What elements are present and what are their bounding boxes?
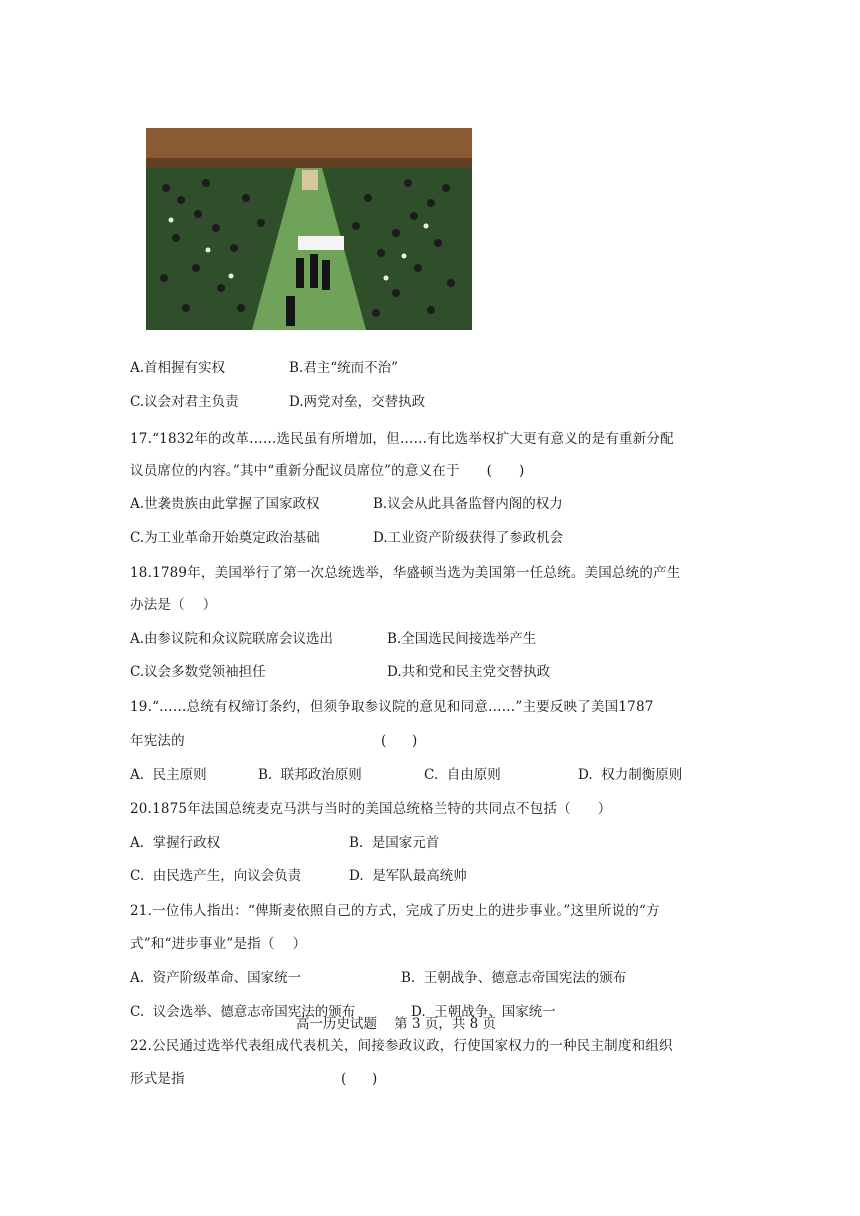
q22-answer-paren: ( )	[341, 1071, 378, 1087]
q20-stem-line1: 20.1875年法国总统麦克马洪与当时的美国总统格兰特的共同点不包括（ ）	[130, 801, 612, 817]
q22-stem-line2: 形式是指	[130, 1071, 185, 1087]
q21-option-a: A. 资产阶级革命、国家统一	[130, 970, 302, 986]
q21-option-c: C. 议会选举、德意志帝国宪法的颁布	[130, 1004, 356, 1020]
q17-stem-line2: 议员席位的内容。”其中“重新分配议员席位”的意义在于 ( )	[130, 463, 525, 479]
q17-option-b: B.议会从此具备监督内阁的权力	[373, 496, 563, 512]
q16-option-c: C.议会对君主负责	[130, 394, 239, 410]
q17-stem-line1: 17.“1832年的改革……选民虽有所增加，但……有比选举权扩大更有意义的是有重新分配	[130, 431, 674, 447]
q19-stem-line1: 19.“……总统有权缔订条约，但须争取参议院的意见和同意……”主要反映了美国1787	[130, 699, 654, 715]
q16-option-a: A.首相握有实权	[130, 360, 226, 376]
q20-option-d: D. 是军队最高统帅	[349, 868, 467, 884]
q18-option-b: B.全国选民间接选举产生	[387, 631, 537, 647]
q20-option-b: B. 是国家元首	[349, 835, 440, 851]
q21-stem-line2: 式”和“进步事业”是指（ ）	[130, 936, 307, 952]
q20-option-a: A. 掌握行政权	[130, 835, 221, 851]
q19-option-b: B. 联邦政治原则	[258, 767, 362, 783]
q16-option-b: B.君主“统而不治”	[289, 360, 399, 376]
q19-answer-paren: ( )	[381, 733, 418, 749]
q22-stem-line1: 22.公民通过选举代表组成代表机关，间接参政议政，行使国家权力的一种民主制度和组织	[130, 1038, 673, 1054]
q19-option-c: C. 自由原则	[424, 767, 501, 783]
q21-option-b: B. 王朝战争、德意志帝国宪法的颁布	[401, 970, 627, 986]
q18-option-c: C.议会多数党领袖担任	[130, 664, 266, 680]
q18-option-a: A.由参议院和众议院联席会议选出	[130, 631, 334, 647]
q17-option-d: D.工业资产阶级获得了参政机会	[373, 530, 564, 546]
page-footer: 高一历史试题 第 3 页，共 8 页	[296, 1016, 497, 1032]
q18-stem-line1: 18.1789年，美国举行了第一次总统选举，华盛顿当选为美国第一任总统。美国总统的产生	[130, 565, 681, 581]
q19-stem-line2: 年宪法的	[130, 733, 185, 749]
q20-option-c: C. 由民选产生，向议会负责	[130, 868, 302, 884]
q18-stem-line2: 办法是（ ）	[130, 597, 217, 613]
q21-stem-line1: 21.一位伟人指出：“俾斯麦依照自己的方式，完成了历史上的进步事业。”这里所说的“方	[130, 903, 660, 919]
q18-option-d: D.共和党和民主党交替执政	[387, 664, 551, 680]
q16-option-d: D.两党对垒，交替执政	[289, 394, 426, 410]
q19-option-d: D. 权力制衡原则	[578, 767, 683, 783]
q17-option-a: A.世袭贵族由此掌握了国家政权	[130, 496, 320, 512]
q21-option-d: D. 王朝战争、国家统一	[411, 1004, 556, 1020]
house-of-commons-image	[146, 128, 472, 330]
q17-option-c: C.为工业革命开始奠定政治基础	[130, 530, 320, 546]
q19-option-a: A. 民主原则	[130, 767, 207, 783]
parliament-photo	[146, 128, 472, 330]
